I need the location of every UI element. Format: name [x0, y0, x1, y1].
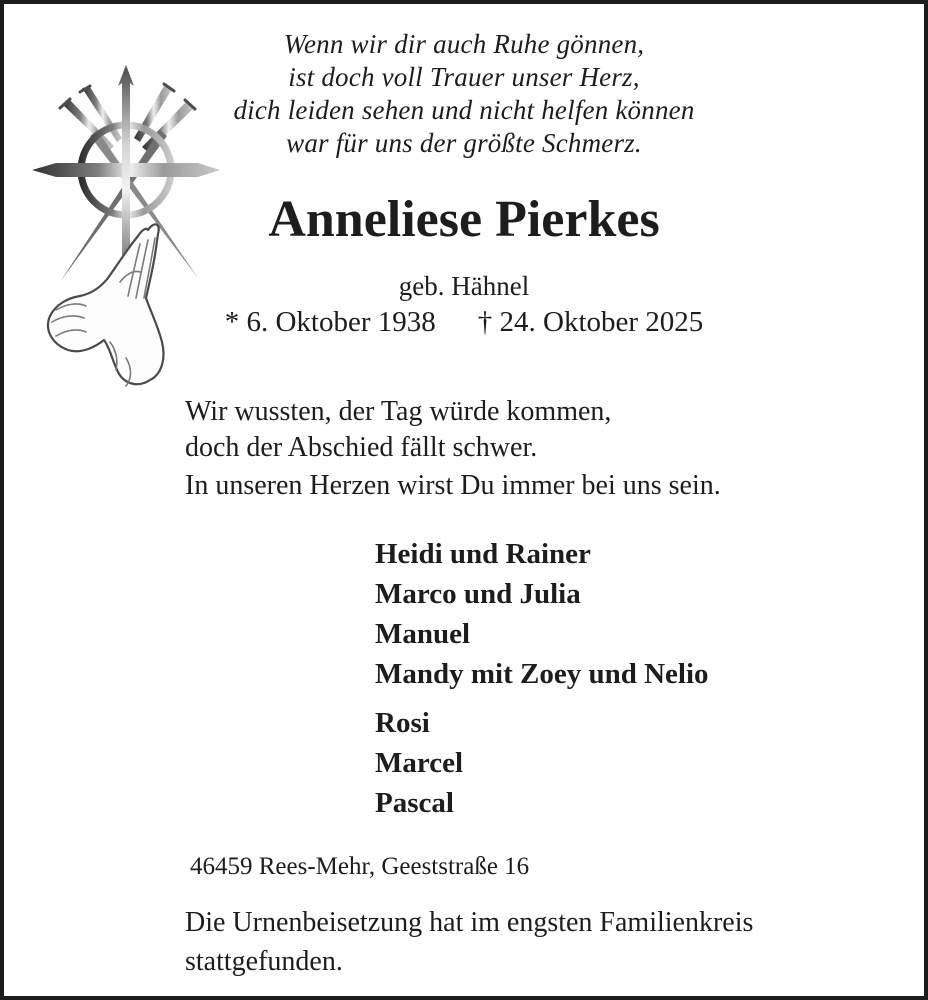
condolence-paragraph: [185, 468, 721, 504]
deceased-name: Anneliese Pierkes: [268, 191, 660, 248]
closing-line: stattgefunden.: [185, 946, 343, 977]
maiden-name: geb. Hähnel: [398, 271, 530, 301]
life-dates: [4, 304, 924, 340]
condolence-line: Wir wussten, der Tag würde kommen,: [185, 396, 612, 427]
mourner-name: Rosi: [375, 707, 430, 739]
condolence-paragraph: [185, 394, 611, 466]
poem-line: Wenn wir dir auch Ruhe gönnen,: [283, 29, 645, 59]
mourner-name: Manuel: [375, 618, 471, 650]
mourner-name: Heidi und Rainer: [375, 538, 591, 570]
address: 46459 Rees-Mehr, Geeststraße 16: [190, 853, 530, 880]
mourner-name: Pascal: [375, 787, 454, 819]
closing-note: [185, 903, 753, 981]
mourner-name: Mandy mit Zoey und Nelio: [375, 658, 709, 690]
poem-line: dich leiden sehen und nicht helfen können: [233, 95, 695, 125]
mourner-group: [375, 534, 709, 694]
mourner-name: Marco und Julia: [375, 578, 581, 610]
condolence-line: doch der Abschied fällt schwer.: [185, 432, 538, 463]
mourner-name: Marcel: [375, 747, 464, 779]
death-date: † 24. Oktober 2025: [477, 306, 704, 338]
mourners-list: [375, 534, 709, 823]
closing-line: Die Urnenbeisetzung hat im engsten Familienkreis: [185, 907, 754, 938]
poem-line: war für uns der größte Schmerz.: [286, 128, 642, 158]
mourner-group: [375, 703, 709, 823]
poem-line: ist doch voll Trauer unser Herz,: [288, 62, 640, 92]
birth-date: * 6. Oktober 1938: [224, 306, 436, 338]
condolence-line: In unseren Herzen wirst Du immer bei uns sein.: [185, 470, 721, 501]
